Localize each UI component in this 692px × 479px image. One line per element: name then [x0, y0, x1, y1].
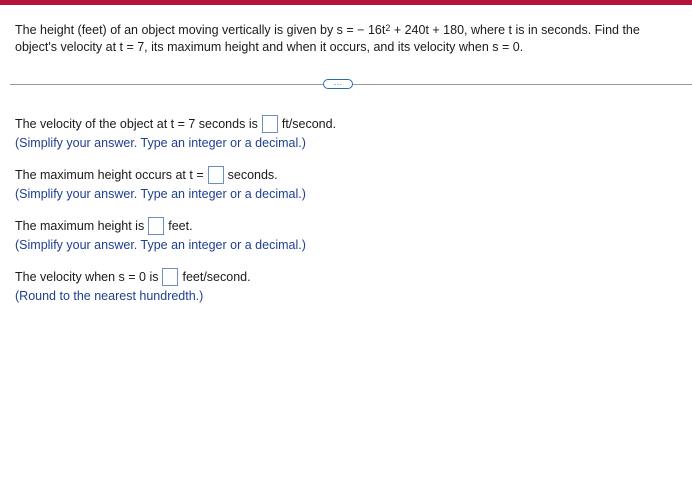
problem-text-part2: + 240t + 180, where t is in seconds. Find the object's velocity at t = 7, its maximum height and when it occurs, and its velocity when s = 0. [15, 23, 640, 54]
question-text: The maximum height is [15, 219, 145, 233]
answer-hint: (Simplify your answer. Type an integer or a decimal.) [15, 187, 306, 201]
question-text: The velocity of the object at t = 7 seconds is [15, 117, 258, 131]
unit-label: feet. [168, 219, 193, 233]
unit-label: seconds. [227, 168, 278, 182]
more-dots-icon: ··· [333, 78, 343, 89]
unit-label: ft/second. [281, 117, 337, 131]
answer-input-max-height-time[interactable] [208, 166, 224, 184]
answer-hint: (Simplify your answer. Type an integer or a decimal.) [15, 238, 306, 252]
answer-input-velocity-at-ground[interactable] [162, 268, 178, 286]
expand-more-button[interactable] [323, 79, 353, 89]
problem-text-part1: The height (feet) of an object moving vertically is given by s = − 16t [15, 23, 386, 37]
question-max-height-time [15, 165, 306, 203]
problem-statement [15, 22, 680, 56]
question-text: The maximum height occurs at t = [15, 168, 204, 182]
question-velocity-at-ground [15, 267, 251, 305]
answer-hint: (Simplify your answer. Type an integer or a decimal.) [15, 136, 306, 150]
answer-input-max-height[interactable] [148, 217, 164, 235]
question-velocity-at-7 [15, 114, 336, 152]
answer-input-velocity-at-7[interactable] [262, 115, 278, 133]
question-text: The velocity when s = 0 is [15, 270, 159, 284]
answer-hint: (Round to the nearest hundredth.) [15, 289, 204, 303]
unit-label: feet/second. [182, 270, 251, 284]
problem-exponent: 2 [385, 23, 391, 33]
top-accent-bar [0, 0, 692, 5]
question-max-height [15, 216, 306, 254]
